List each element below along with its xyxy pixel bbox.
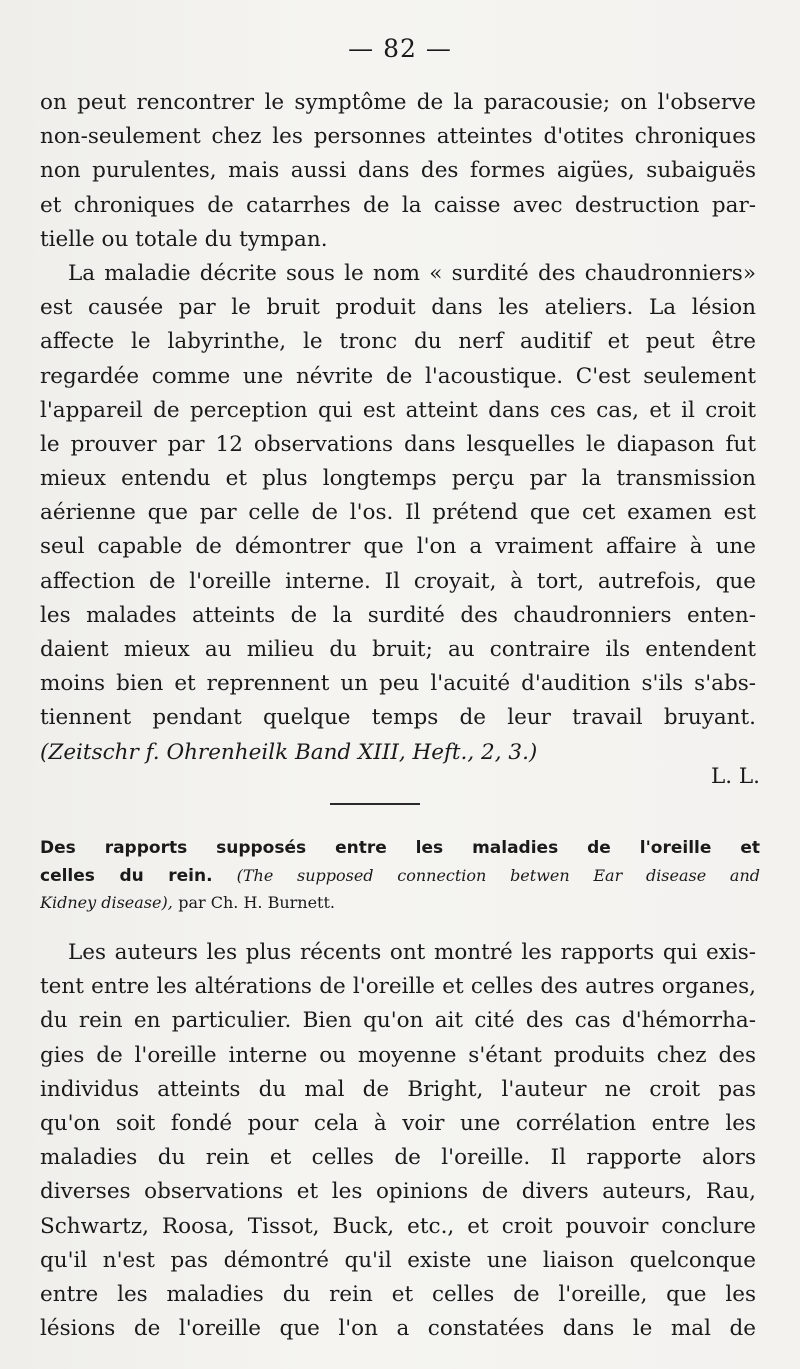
citation-line: (Zeitschr f. Ohrenheilk Band XIII, Heft., 2, 3.) — [40, 739, 538, 765]
text-line: qu'on soit fondé pour cela à voir une corrélation entre les — [40, 1110, 756, 1136]
text-line: individus atteints du mal de Bright, l'auteur ne croit pas — [40, 1076, 756, 1102]
text-line: tiennent pendant quelque temps de leur travail bruyant. — [40, 705, 756, 731]
heading-english-title: (The supposed connection betwen Ear disease and — [236, 866, 760, 885]
text-line: affection de l'oreille interne. Il croyait, à tort, autrefois, que — [40, 568, 756, 594]
text-line: est causée par le bruit produit dans les ateliers. La lésion — [40, 295, 756, 321]
text-line: les malades atteints de la surdité des chaudronniers enten- — [40, 602, 756, 628]
text-line: entre les maladies du rein et celles de l'oreille, que les — [40, 1281, 756, 1307]
text-line: du rein en particulier. Bien qu'on ait cité des cas d'hémorrha- — [40, 1008, 756, 1034]
text-line: seul capable de démontrer que l'on a vraiment affaire à une — [40, 534, 756, 560]
page-number: — 82 — — [348, 34, 452, 63]
article-heading — [40, 835, 760, 916]
section-divider — [330, 803, 420, 805]
heading-title-part1: Des rapports supposés entre les maladies de l'oreille et — [40, 838, 760, 858]
text-line: tielle ou totale du tympan. — [40, 226, 328, 252]
heading-title-part2: celles du rein. — [40, 866, 213, 886]
text-line: et chroniques de catarrhes de la caisse avec destruction par- — [40, 192, 756, 218]
text-line: l'appareil de perception qui est atteint dans ces cas, et il croit — [40, 397, 756, 423]
text-line: mieux entendu et plus longtemps perçu par la transmission — [40, 466, 756, 492]
text-line: tent entre les altérations de l'oreille et celles des autres organes, — [40, 974, 756, 1000]
text-line: daient mieux au milieu du bruit; au contraire ils entendent — [40, 637, 756, 662]
text-line: La maladie décrite sous le nom « surdité des chaudronniers» — [68, 260, 756, 286]
heading-line — [40, 835, 760, 862]
text-line: on peut rencontrer le symptôme de la paracousie; on l'observe — [40, 90, 756, 115]
heading-line — [40, 862, 760, 889]
text-line: maladies du rein et celles de l'oreille. Il rapporte alors — [40, 1145, 756, 1171]
heading-line — [40, 889, 760, 916]
heading-author: par Ch. H. Burnett. — [178, 893, 335, 912]
text-line: diverses observations et les opinions de divers auteurs, Rau, — [40, 1179, 756, 1205]
text-line: qu'il n'est pas démontré qu'il existe une liaison quelconque — [40, 1247, 756, 1273]
text-line: lésions de l'oreille que l'on a constatées dans le mal de — [40, 1316, 756, 1342]
heading-english-title-cont: Kidney disease), — [40, 893, 173, 912]
article-text-paracousie — [40, 86, 756, 770]
text-line: affecte le labyrinthe, le tronc du nerf auditif et peut être — [40, 329, 756, 355]
text-line: moins bien et reprennent un peu l'acuité d'audition s'ils s'abs- — [40, 671, 756, 697]
article-text-rein — [40, 936, 756, 1346]
text-line: gies de l'oreille interne ou moyenne s'étant produits chez des — [40, 1042, 756, 1068]
text-line: non purulentes, mais aussi dans des formes aigües, subaiguës — [40, 158, 756, 184]
text-line: non-seulement chez les personnes atteintes d'otites chroniques — [40, 124, 756, 150]
text-line: Schwartz, Roosa, Tissot, Buck, etc., et croit pouvoir conclure — [40, 1213, 756, 1239]
text-line: le prouver par 12 observations dans lesquelles le diapason fut — [40, 431, 756, 457]
text-line: aérienne que par celle de l'os. Il prétend que cet examen est — [40, 500, 756, 526]
text-line: Les auteurs les plus récents ont montré les rapports qui exis- — [68, 940, 756, 965]
author-initials: L. L. — [710, 764, 760, 789]
text-line: regardée comme une névrite de l'acoustique. C'est seulement — [40, 363, 756, 389]
